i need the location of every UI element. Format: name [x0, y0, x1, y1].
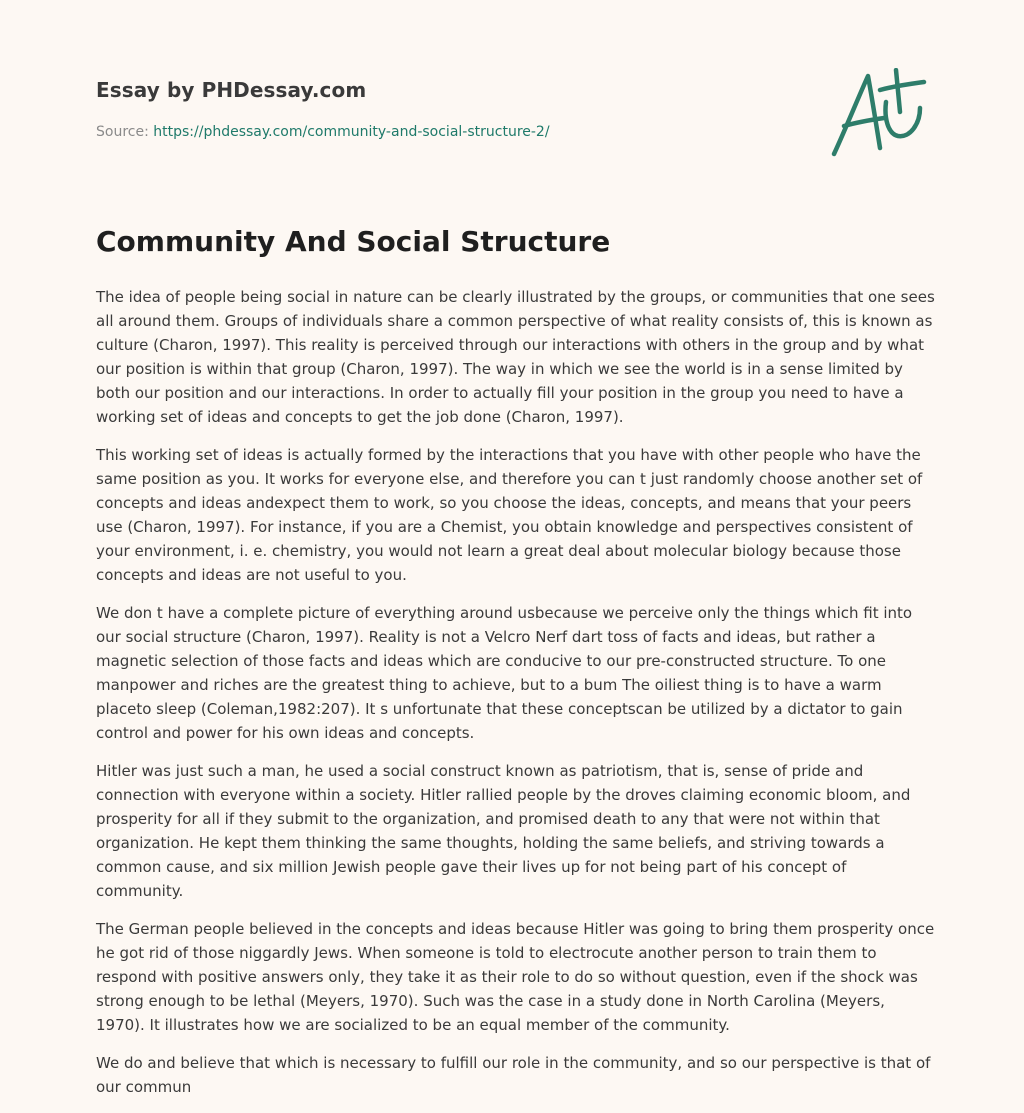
source-link[interactable]: https://phdessay.com/community-and-social-structure-2/ [153, 124, 550, 140]
essay-paragraph: Hitler was just such a man, he used a social construct known as patriotism, that is, sense of pride and connection with everyone within a society. Hitler rallied people by the droves claiming economic bloom, and prosperity for all if they submit to the organization, and promised death to any that were not within that organization. He kept them thinking the same thoughts, holding the same beliefs, and striving towards a common cause, and six million Jewish people gave their lives up for not being part of his concept of community. [96, 762, 911, 900]
brand-title: Essay by PHDessay.com [96, 78, 367, 102]
essay-paragraph: The German people believed in the concepts and ideas because Hitler was going to bring them prosperity once he got rid of those niggardly Jews. When someone is told to electrocute another person to train them to respond with positive answers only, they take it as their role to do so without question, even if the shock was strong enough to be lethal (Meyers, 1970). Such was the case in a study done in North Carolina (Meyers, 1970). It illustrates how we are socialized to be an equal member of the community. [96, 920, 935, 1034]
source-label: Source: [96, 124, 154, 140]
essay-paragraph: The idea of people being social in nature can be clearly illustrated by the groups, or communities that one sees all around them. Groups of individuals share a common perspective of what reality consists of, this is known as culture (Charon, 1997). This reality is perceived through our interactions with others in the group and by what our position is within that group (Charon, 1997). The way in which we see the world is in a sense limited by both our position and our interactions. In order to actually fill your position in the group you need to have a working set of ideas and concepts to get the job done (Charon, 1997). [96, 288, 935, 426]
essay-paragraph: This working set of ideas is actually formed by the interactions that you have with other people who have the same position as you. It works for everyone else, and therefore you can t just randomly choose another set of concepts and ideas andexpect them to work, so you choose the ideas, concepts, and means that your peers use (Charon, 1997). For instance, if you are a Chemist, you obtain knowledge and perspectives consistent of your environment, i. e. chemistry, you would not learn a great deal about molecular biology because those concepts and ideas are not useful to you. [96, 446, 923, 584]
source-line [96, 124, 550, 140]
essay-title: Community And Social Structure [96, 225, 611, 258]
a-plus-logo-icon [828, 68, 928, 164]
essay-body [96, 285, 936, 1113]
page-header [96, 72, 928, 182]
essay-paragraph: We do and believe that which is necessary to fulfill our role in the community, and so our perspective is that of our commun [96, 1054, 931, 1096]
essay-paragraph: We don t have a complete picture of everything around usbecause we perceive only the things which fit into our social structure (Charon, 1997). Reality is not a Velcro Nerf dart toss of facts and ideas, but rather a magnetic selection of those facts and ideas which are conducive to our pre-constructed structure. To one manpower and riches are the greatest thing to achieve, but to a bum The oiliest thing is to have a warm placeto sleep (Coleman,1982:207). It s unfortunate that these conceptscan be utilized by a dictator to gain control and power for his own ideas and concepts. [96, 604, 913, 742]
